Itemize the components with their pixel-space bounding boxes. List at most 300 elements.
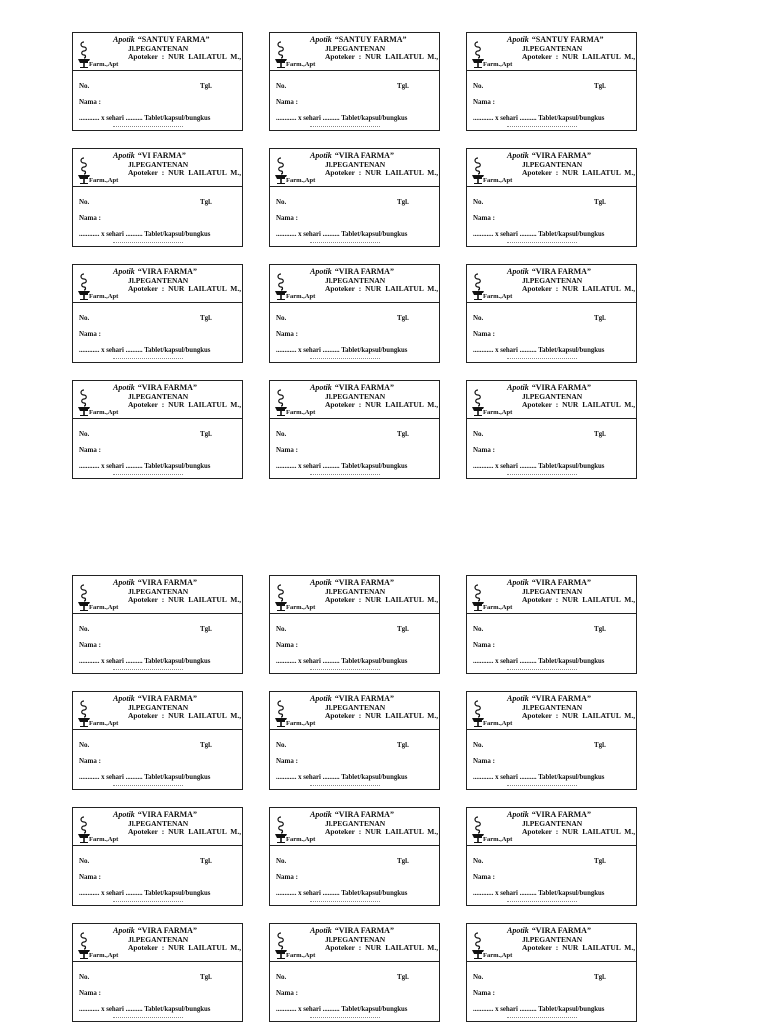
label-header	[467, 692, 636, 729]
pharmacy-name: “VIRA FARMA”	[334, 267, 394, 276]
name-field-label: Nama :	[79, 757, 101, 765]
pharmacist-title: Farm.,Apt	[483, 409, 513, 416]
pharmacist-name: Apoteker : NUR LAILATUL M.,	[522, 400, 636, 409]
number-field-label: No.	[276, 430, 287, 438]
dosage-line: ............ x sehari .......... Tablet/kapsul/bungkus	[473, 463, 605, 470]
name-field-label: Nama :	[473, 641, 495, 649]
name-field-label: Nama :	[473, 873, 495, 881]
pharmacy-name: “VIRA FARMA”	[137, 926, 197, 935]
number-field-label: No.	[276, 741, 287, 749]
number-field-label: No.	[473, 198, 484, 206]
header-divider	[467, 961, 636, 962]
number-field-label: No.	[276, 314, 287, 322]
apotik-title	[310, 810, 394, 819]
pharmacist-title: Farm.,Apt	[286, 836, 316, 843]
pharmacy-address: Jl.PEGANTENAN	[325, 935, 386, 944]
pharmacy-address: Jl.PEGANTENAN	[325, 160, 386, 169]
name-field-label: Nama :	[473, 98, 495, 106]
dosage-line: ............ x sehari .......... Tablet/kapsul/bungkus	[79, 890, 211, 897]
label-header	[270, 576, 439, 613]
number-field-label: No.	[276, 82, 287, 90]
pharmacist-name: Apoteker : NUR LAILATUL M.,	[128, 400, 242, 409]
number-field-label: No.	[79, 857, 90, 865]
apotik-word: Apotik	[310, 694, 332, 703]
date-field-label: Tgl.	[200, 198, 212, 206]
pharmacist-name: Apoteker : NUR LAILATUL M.,	[325, 711, 439, 720]
pharmacist-title: Farm.,Apt	[483, 952, 513, 959]
header-divider	[270, 418, 439, 419]
medicine-label	[72, 380, 243, 479]
dosage-line: ............ x sehari .......... Tablet/kapsul/bungkus	[276, 658, 408, 665]
pharmacy-name: “VIRA FARMA”	[137, 810, 197, 819]
cut-line	[507, 669, 577, 673]
label-header	[73, 149, 242, 186]
header-divider	[467, 302, 636, 303]
pharmacy-address: Jl.PEGANTENAN	[522, 703, 583, 712]
date-field-label: Tgl.	[594, 198, 606, 206]
number-field-label: No.	[79, 430, 90, 438]
pharmacist-name: Apoteker : NUR LAILATUL M.,	[325, 284, 439, 293]
cut-line	[113, 785, 183, 789]
apotik-title	[310, 694, 394, 703]
number-field-label: No.	[473, 82, 484, 90]
medicine-label	[72, 691, 243, 790]
pharmacy-name: “VIRA FARMA”	[137, 694, 197, 703]
number-field-label: No.	[276, 857, 287, 865]
number-field-label: No.	[79, 973, 90, 981]
cut-line	[310, 1017, 380, 1021]
apotik-title	[310, 926, 394, 935]
apotik-title	[507, 926, 591, 935]
pharmacist-name: Apoteker : NUR LAILATUL M.,	[325, 827, 439, 836]
pharmacy-name: “SANTUY FARMA”	[334, 35, 407, 44]
pharmacist-name: Apoteker : NUR LAILATUL M.,	[522, 943, 636, 952]
name-field-label: Nama :	[79, 330, 101, 338]
pharmacy-name: “VIRA FARMA”	[531, 383, 591, 392]
pharmacist-name: Apoteker : NUR LAILATUL M.,	[325, 400, 439, 409]
pharmacy-name: “VIRA FARMA”	[334, 694, 394, 703]
medicine-label	[72, 148, 243, 247]
apotik-title	[113, 810, 197, 819]
date-field-label: Tgl.	[594, 430, 606, 438]
pharmacy-name: “VIRA FARMA”	[531, 267, 591, 276]
apotik-title	[310, 35, 407, 44]
number-field-label: No.	[79, 625, 90, 633]
name-field-label: Nama :	[276, 214, 298, 222]
pharmacist-title: Farm.,Apt	[89, 720, 119, 727]
apotik-title	[507, 267, 591, 276]
dosage-line: ............ x sehari .......... Tablet/kapsul/bungkus	[276, 231, 408, 238]
pharmacist-name: Apoteker : NUR LAILATUL M.,	[522, 168, 636, 177]
number-field-label: No.	[473, 741, 484, 749]
pharmacy-address: Jl.PEGANTENAN	[522, 935, 583, 944]
date-field-label: Tgl.	[397, 430, 409, 438]
medicine-label	[269, 807, 440, 906]
date-field-label: Tgl.	[200, 741, 212, 749]
apotik-title	[507, 35, 604, 44]
label-header	[73, 808, 242, 845]
dosage-line: ............ x sehari .......... Tablet/kapsul/bungkus	[473, 658, 605, 665]
medicine-label	[269, 691, 440, 790]
dosage-line: ............ x sehari .......... Tablet/kapsul/bungkus	[79, 774, 211, 781]
apotik-title	[507, 810, 591, 819]
pharmacy-name: “VIRA FARMA”	[137, 578, 197, 587]
date-field-label: Tgl.	[200, 82, 212, 90]
dosage-line: ............ x sehari .......... Tablet/kapsul/bungkus	[276, 890, 408, 897]
medicine-label	[466, 264, 637, 363]
dosage-line: ............ x sehari .......... Tablet/kapsul/bungkus	[276, 463, 408, 470]
pharmacy-address: Jl.PEGANTENAN	[325, 819, 386, 828]
apotik-word: Apotik	[310, 267, 332, 276]
pharmacy-address: Jl.PEGANTENAN	[128, 935, 189, 944]
apotik-word: Apotik	[310, 578, 332, 587]
date-field-label: Tgl.	[200, 857, 212, 865]
apotik-word: Apotik	[507, 383, 529, 392]
date-field-label: Tgl.	[594, 741, 606, 749]
apotik-title	[113, 694, 197, 703]
header-divider	[73, 302, 242, 303]
pharmacy-address: Jl.PEGANTENAN	[325, 392, 386, 401]
pharmacist-name: Apoteker : NUR LAILATUL M.,	[522, 827, 636, 836]
pharmacist-title: Farm.,Apt	[286, 61, 316, 68]
number-field-label: No.	[79, 198, 90, 206]
header-divider	[467, 845, 636, 846]
name-field-label: Nama :	[79, 641, 101, 649]
date-field-label: Tgl.	[397, 82, 409, 90]
dosage-line: ............ x sehari .......... Tablet/kapsul/bungkus	[473, 231, 605, 238]
pharmacist-name: Apoteker : NUR LAILATUL M.,	[522, 52, 636, 61]
dosage-line: ............ x sehari .......... Tablet/kapsul/bungkus	[473, 347, 605, 354]
dosage-line: ............ x sehari .......... Tablet/kapsul/bungkus	[473, 890, 605, 897]
pharmacist-name: Apoteker : NUR LAILATUL M.,	[128, 595, 242, 604]
cut-line	[310, 358, 380, 362]
header-divider	[467, 186, 636, 187]
header-divider	[270, 70, 439, 71]
header-divider	[73, 961, 242, 962]
medicine-label	[269, 32, 440, 131]
apotik-word: Apotik	[113, 383, 135, 392]
cut-line	[507, 901, 577, 905]
pharmacy-address: Jl.PEGANTENAN	[325, 276, 386, 285]
pharmacy-name: “VIRA FARMA”	[531, 151, 591, 160]
name-field-label: Nama :	[79, 214, 101, 222]
cut-line	[507, 358, 577, 362]
label-header	[467, 576, 636, 613]
label-header	[467, 33, 636, 70]
cut-line	[310, 785, 380, 789]
apotik-word: Apotik	[310, 810, 332, 819]
date-field-label: Tgl.	[200, 973, 212, 981]
dosage-line: ............ x sehari .......... Tablet/kapsul/bungkus	[276, 1006, 408, 1013]
pharmacist-title: Farm.,Apt	[89, 293, 119, 300]
header-divider	[270, 302, 439, 303]
pharmacist-name: Apoteker : NUR LAILATUL M.,	[325, 595, 439, 604]
cut-line	[113, 901, 183, 905]
apotik-word: Apotik	[113, 151, 135, 160]
dosage-line: ............ x sehari .......... Tablet/kapsul/bungkus	[276, 774, 408, 781]
cut-line	[310, 901, 380, 905]
label-header	[467, 265, 636, 302]
apotik-title	[507, 151, 591, 160]
cut-line	[113, 474, 183, 478]
pharmacist-name: Apoteker : NUR LAILATUL M.,	[128, 711, 242, 720]
medicine-label	[72, 264, 243, 363]
cut-line	[113, 242, 183, 246]
medicine-label	[269, 923, 440, 1022]
apotik-word: Apotik	[113, 810, 135, 819]
name-field-label: Nama :	[473, 989, 495, 997]
pharmacist-title: Farm.,Apt	[89, 604, 119, 611]
pharmacist-name: Apoteker : NUR LAILATUL M.,	[128, 284, 242, 293]
apotik-word: Apotik	[310, 383, 332, 392]
medicine-label	[269, 148, 440, 247]
label-header	[467, 924, 636, 961]
dosage-line: ............ x sehari .......... Tablet/kapsul/bungkus	[79, 658, 211, 665]
header-divider	[73, 613, 242, 614]
number-field-label: No.	[79, 741, 90, 749]
apotik-word: Apotik	[507, 694, 529, 703]
pharmacy-name: “VIRA FARMA”	[531, 926, 591, 935]
medicine-label	[466, 691, 637, 790]
apotik-word: Apotik	[113, 926, 135, 935]
date-field-label: Tgl.	[594, 82, 606, 90]
apotik-word: Apotik	[507, 926, 529, 935]
pharmacist-title: Farm.,Apt	[286, 293, 316, 300]
header-divider	[73, 70, 242, 71]
header-divider	[467, 613, 636, 614]
apotik-title	[113, 926, 197, 935]
apotik-word: Apotik	[507, 810, 529, 819]
apotik-title	[507, 694, 591, 703]
number-field-label: No.	[79, 314, 90, 322]
cut-line	[310, 474, 380, 478]
pharmacist-title: Farm.,Apt	[286, 409, 316, 416]
label-header	[270, 149, 439, 186]
date-field-label: Tgl.	[397, 314, 409, 322]
label-header	[73, 265, 242, 302]
header-divider	[73, 729, 242, 730]
header-divider	[467, 729, 636, 730]
pharmacist-title: Farm.,Apt	[286, 604, 316, 611]
medicine-label	[72, 32, 243, 131]
pharmacist-name: Apoteker : NUR LAILATUL M.,	[128, 52, 242, 61]
label-header	[270, 808, 439, 845]
apotik-word: Apotik	[507, 151, 529, 160]
date-field-label: Tgl.	[200, 430, 212, 438]
medicine-label	[466, 575, 637, 674]
date-field-label: Tgl.	[594, 973, 606, 981]
medicine-label	[466, 923, 637, 1022]
dosage-line: ............ x sehari .......... Tablet/kapsul/bungkus	[276, 115, 408, 122]
apotik-title	[113, 267, 197, 276]
apotik-word: Apotik	[113, 267, 135, 276]
pharmacist-name: Apoteker : NUR LAILATUL M.,	[522, 711, 636, 720]
dosage-line: ............ x sehari .......... Tablet/kapsul/bungkus	[79, 347, 211, 354]
date-field-label: Tgl.	[200, 314, 212, 322]
cut-line	[507, 474, 577, 478]
label-header	[467, 808, 636, 845]
apotik-word: Apotik	[310, 151, 332, 160]
number-field-label: No.	[276, 625, 287, 633]
name-field-label: Nama :	[473, 446, 495, 454]
cut-line	[310, 242, 380, 246]
apotik-word: Apotik	[310, 35, 332, 44]
header-divider	[270, 729, 439, 730]
apotik-title	[507, 578, 591, 587]
pharmacist-title: Farm.,Apt	[483, 836, 513, 843]
header-divider	[73, 418, 242, 419]
date-field-label: Tgl.	[594, 625, 606, 633]
date-field-label: Tgl.	[397, 741, 409, 749]
number-field-label: No.	[276, 973, 287, 981]
header-divider	[467, 418, 636, 419]
pharmacy-name: “VI FARMA”	[137, 151, 186, 160]
pharmacist-title: Farm.,Apt	[89, 177, 119, 184]
pharmacist-title: Farm.,Apt	[286, 952, 316, 959]
dosage-line: ............ x sehari .......... Tablet/kapsul/bungkus	[473, 1006, 605, 1013]
pharmacy-address: Jl.PEGANTENAN	[128, 392, 189, 401]
name-field-label: Nama :	[473, 214, 495, 222]
apotik-title	[310, 383, 394, 392]
pharmacy-address: Jl.PEGANTENAN	[522, 276, 583, 285]
apotik-word: Apotik	[507, 578, 529, 587]
label-header	[73, 924, 242, 961]
label-header	[73, 576, 242, 613]
apotik-title	[113, 578, 197, 587]
pharmacy-name: “SANTUY FARMA”	[531, 35, 604, 44]
medicine-label	[269, 380, 440, 479]
pharmacist-title: Farm.,Apt	[286, 177, 316, 184]
pharmacy-name: “VIRA FARMA”	[334, 578, 394, 587]
date-field-label: Tgl.	[594, 857, 606, 865]
label-header	[270, 33, 439, 70]
pharmacy-address: Jl.PEGANTENAN	[522, 44, 583, 53]
header-divider	[270, 613, 439, 614]
pharmacist-title: Farm.,Apt	[286, 720, 316, 727]
dosage-line: ............ x sehari .......... Tablet/kapsul/bungkus	[276, 347, 408, 354]
number-field-label: No.	[473, 857, 484, 865]
header-divider	[270, 845, 439, 846]
pharmacist-title: Farm.,Apt	[483, 177, 513, 184]
apotik-title	[113, 383, 197, 392]
header-divider	[73, 845, 242, 846]
medicine-label	[269, 575, 440, 674]
dosage-line: ............ x sehari .......... Tablet/kapsul/bungkus	[473, 774, 605, 781]
pharmacy-address: Jl.PEGANTENAN	[128, 587, 189, 596]
header-divider	[270, 186, 439, 187]
cut-line	[113, 669, 183, 673]
pharmacist-name: Apoteker : NUR LAILATUL M.,	[325, 943, 439, 952]
medicine-label	[72, 575, 243, 674]
pharmacy-name: “VIRA FARMA”	[334, 810, 394, 819]
apotik-title	[310, 578, 394, 587]
pharmacy-name: “VIRA FARMA”	[531, 810, 591, 819]
number-field-label: No.	[79, 82, 90, 90]
date-field-label: Tgl.	[397, 973, 409, 981]
apotik-title	[507, 383, 591, 392]
date-field-label: Tgl.	[200, 625, 212, 633]
date-field-label: Tgl.	[397, 857, 409, 865]
pharmacy-address: Jl.PEGANTENAN	[522, 392, 583, 401]
name-field-label: Nama :	[79, 98, 101, 106]
cut-line	[507, 242, 577, 246]
pharmacy-address: Jl.PEGANTENAN	[522, 160, 583, 169]
cut-line	[507, 126, 577, 130]
pharmacy-name: “SANTUY FARMA”	[137, 35, 210, 44]
date-field-label: Tgl.	[594, 314, 606, 322]
cut-line	[113, 126, 183, 130]
number-field-label: No.	[473, 625, 484, 633]
number-field-label: No.	[473, 314, 484, 322]
label-header	[270, 924, 439, 961]
pharmacist-name: Apoteker : NUR LAILATUL M.,	[522, 595, 636, 604]
dosage-line: ............ x sehari .......... Tablet/kapsul/bungkus	[473, 115, 605, 122]
number-field-label: No.	[473, 430, 484, 438]
pharmacist-title: Farm.,Apt	[483, 604, 513, 611]
pharmacy-address: Jl.PEGANTENAN	[325, 587, 386, 596]
apotik-word: Apotik	[310, 926, 332, 935]
name-field-label: Nama :	[276, 330, 298, 338]
medicine-label	[72, 923, 243, 1022]
apotik-title	[310, 151, 394, 160]
apotik-title	[113, 35, 210, 44]
pharmacist-title: Farm.,Apt	[483, 720, 513, 727]
medicine-label	[466, 32, 637, 131]
pharmacy-address: Jl.PEGANTENAN	[128, 703, 189, 712]
apotik-word: Apotik	[113, 578, 135, 587]
pharmacist-title: Farm.,Apt	[89, 952, 119, 959]
number-field-label: No.	[473, 973, 484, 981]
name-field-label: Nama :	[276, 757, 298, 765]
apotik-title	[113, 151, 186, 160]
apotik-title	[310, 267, 394, 276]
pharmacist-name: Apoteker : NUR LAILATUL M.,	[522, 284, 636, 293]
dosage-line: ............ x sehari .......... Tablet/kapsul/bungkus	[79, 463, 211, 470]
apotik-word: Apotik	[113, 694, 135, 703]
cut-line	[113, 1017, 183, 1021]
dosage-line: ............ x sehari .......... Tablet/kapsul/bungkus	[79, 1006, 211, 1013]
label-header	[270, 265, 439, 302]
pharmacy-address: Jl.PEGANTENAN	[128, 160, 189, 169]
pharmacy-name: “VIRA FARMA”	[334, 151, 394, 160]
label-header	[73, 692, 242, 729]
name-field-label: Nama :	[276, 446, 298, 454]
apotik-word: Apotik	[507, 267, 529, 276]
label-header	[270, 692, 439, 729]
header-divider	[270, 961, 439, 962]
label-header	[270, 381, 439, 418]
header-divider	[467, 70, 636, 71]
medicine-label	[269, 264, 440, 363]
medicine-label	[72, 807, 243, 906]
name-field-label: Nama :	[276, 873, 298, 881]
name-field-label: Nama :	[276, 641, 298, 649]
label-header	[467, 149, 636, 186]
pharmacist-name: Apoteker : NUR LAILATUL M.,	[128, 168, 242, 177]
pharmacist-title: Farm.,Apt	[89, 836, 119, 843]
number-field-label: No.	[276, 198, 287, 206]
medicine-label	[466, 148, 637, 247]
pharmacy-name: “VIRA FARMA”	[334, 926, 394, 935]
pharmacist-title: Farm.,Apt	[483, 293, 513, 300]
cut-line	[310, 669, 380, 673]
name-field-label: Nama :	[473, 330, 495, 338]
pharmacy-name: “VIRA FARMA”	[531, 578, 591, 587]
label-header	[467, 381, 636, 418]
pharmacy-name: “VIRA FARMA”	[137, 267, 197, 276]
pharmacy-address: Jl.PEGANTENAN	[128, 276, 189, 285]
name-field-label: Nama :	[276, 989, 298, 997]
